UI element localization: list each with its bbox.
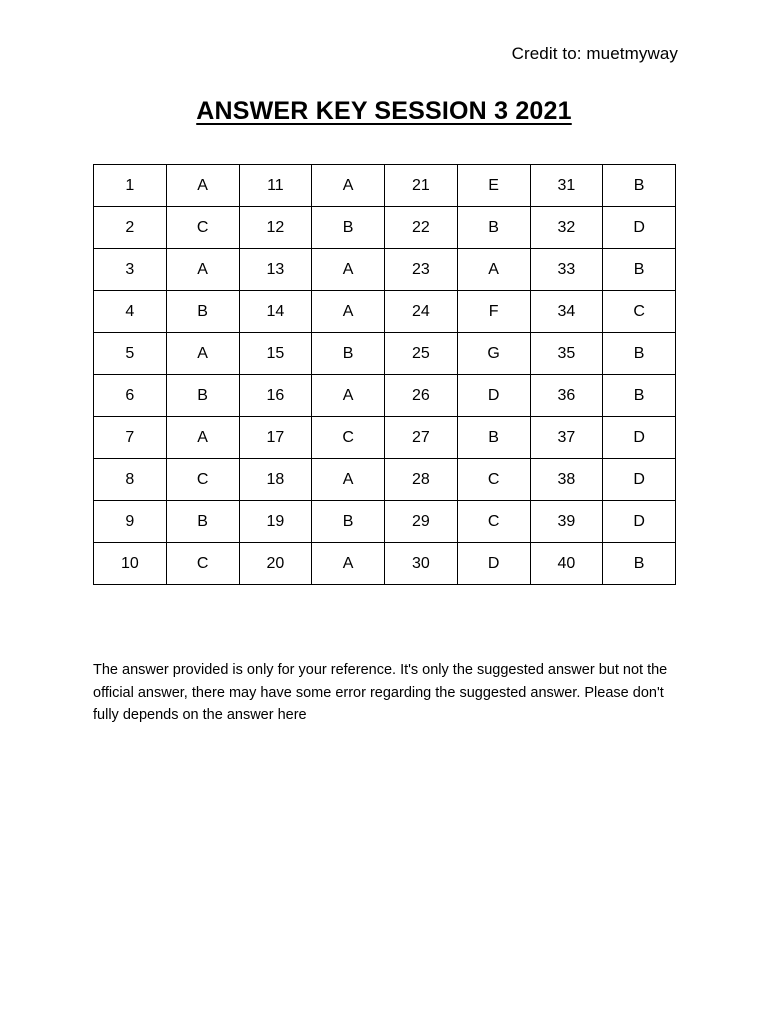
question-number-cell: 15 [239, 333, 312, 375]
question-number-cell: 25 [385, 333, 458, 375]
answer-letter-cell: B [603, 375, 676, 417]
question-number-cell: 22 [385, 207, 458, 249]
answer-letter-cell: A [166, 165, 239, 207]
answer-letter-cell: A [312, 291, 385, 333]
question-number-cell: 19 [239, 501, 312, 543]
answer-letter-cell: B [457, 207, 530, 249]
answer-letter-cell: C [603, 291, 676, 333]
question-number-cell: 36 [530, 375, 603, 417]
question-number-cell: 21 [385, 165, 458, 207]
answer-letter-cell: B [603, 333, 676, 375]
question-number-cell: 31 [530, 165, 603, 207]
question-number-cell: 23 [385, 249, 458, 291]
table-row [94, 501, 676, 543]
answer-letter-cell: D [603, 501, 676, 543]
answer-letter-cell: B [312, 207, 385, 249]
answer-letter-cell: A [166, 417, 239, 459]
answer-letter-cell: C [457, 501, 530, 543]
answer-letter-cell: B [457, 417, 530, 459]
question-number-cell: 24 [385, 291, 458, 333]
question-number-cell: 2 [94, 207, 167, 249]
question-number-cell: 35 [530, 333, 603, 375]
question-number-cell: 26 [385, 375, 458, 417]
answer-letter-cell: D [603, 207, 676, 249]
question-number-cell: 38 [530, 459, 603, 501]
answer-letter-cell: C [166, 543, 239, 585]
answer-letter-cell: B [603, 543, 676, 585]
table-row [94, 459, 676, 501]
answer-letter-cell: A [312, 249, 385, 291]
question-number-cell: 27 [385, 417, 458, 459]
answer-letter-cell: B [312, 333, 385, 375]
answer-letter-cell: D [457, 375, 530, 417]
answer-letter-cell: A [312, 375, 385, 417]
question-number-cell: 30 [385, 543, 458, 585]
question-number-cell: 9 [94, 501, 167, 543]
question-number-cell: 34 [530, 291, 603, 333]
answer-letter-cell: F [457, 291, 530, 333]
question-number-cell: 11 [239, 165, 312, 207]
question-number-cell: 33 [530, 249, 603, 291]
answer-letter-cell: A [166, 249, 239, 291]
question-number-cell: 18 [239, 459, 312, 501]
question-number-cell: 14 [239, 291, 312, 333]
page-title [0, 90, 768, 127]
credit-text: Credit to: muetmyway [511, 44, 678, 63]
answer-letter-cell: B [166, 375, 239, 417]
question-number-cell: 40 [530, 543, 603, 585]
answer-letter-cell: B [603, 165, 676, 207]
table-row [94, 249, 676, 291]
question-number-cell: 16 [239, 375, 312, 417]
question-number-cell: 39 [530, 501, 603, 543]
answer-letter-cell: D [603, 459, 676, 501]
question-number-cell: 17 [239, 417, 312, 459]
question-number-cell: 10 [94, 543, 167, 585]
answer-letter-cell: B [166, 501, 239, 543]
answer-letter-cell: B [603, 249, 676, 291]
question-number-cell: 32 [530, 207, 603, 249]
question-number-cell: 29 [385, 501, 458, 543]
answer-letter-cell: A [312, 165, 385, 207]
answer-letter-cell: C [312, 417, 385, 459]
answer-letter-cell: D [457, 543, 530, 585]
answer-letter-cell: D [603, 417, 676, 459]
question-number-cell: 37 [530, 417, 603, 459]
answer-letter-cell: A [457, 249, 530, 291]
table-row [94, 165, 676, 207]
question-number-cell: 28 [385, 459, 458, 501]
answer-letter-cell: C [457, 459, 530, 501]
table-row [94, 375, 676, 417]
answer-letter-cell: B [166, 291, 239, 333]
table-row [94, 543, 676, 585]
question-number-cell: 3 [94, 249, 167, 291]
question-number-cell: 4 [94, 291, 167, 333]
answer-letter-cell: A [166, 333, 239, 375]
answer-key-table-body [94, 165, 676, 585]
question-number-cell: 5 [94, 333, 167, 375]
answer-letter-cell: C [166, 459, 239, 501]
question-number-cell: 20 [239, 543, 312, 585]
question-number-cell: 8 [94, 459, 167, 501]
answer-letter-cell: E [457, 165, 530, 207]
answer-letter-cell: C [166, 207, 239, 249]
answer-letter-cell: G [457, 333, 530, 375]
answer-letter-cell: A [312, 543, 385, 585]
table-row [94, 417, 676, 459]
question-number-cell: 7 [94, 417, 167, 459]
answer-key-table [93, 164, 676, 585]
disclaimer-note: The answer provided is only for your reference. It's only the suggested answer but not the official answer, there may have some error regarding the suggested answer. Please don't fully depends on the answer here [93, 662, 668, 723]
question-number-cell: 12 [239, 207, 312, 249]
question-number-cell: 1 [94, 165, 167, 207]
table-row [94, 207, 676, 249]
question-number-cell: 6 [94, 375, 167, 417]
answer-letter-cell: A [312, 459, 385, 501]
table-row [94, 291, 676, 333]
answer-letter-cell: B [312, 501, 385, 543]
question-number-cell: 13 [239, 249, 312, 291]
page-title-text: ANSWER KEY SESSION 3 2021 [196, 97, 572, 125]
table-row [94, 333, 676, 375]
